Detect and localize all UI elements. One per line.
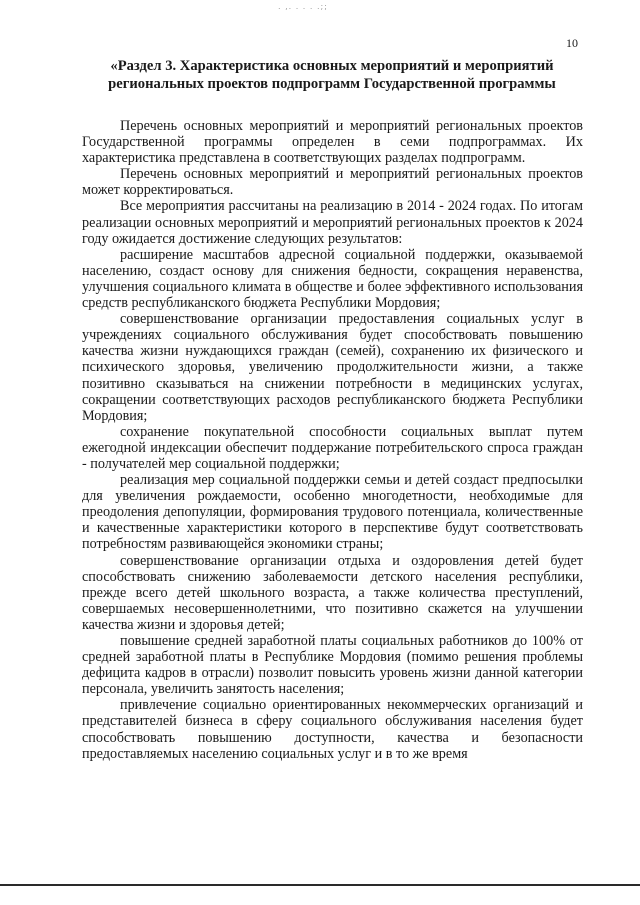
paragraph: совершенствование организации предоставления социальных услуг в учреждениях социального обслуживания будет способствовать повышению качества жизни нуждающихся граждан (семей), сохранению их физического и психического здоровья, увеличению продолжительности жизни, а также позитивно сказываться на снижении потребности в медицинских услугах, сокращении соответствующих расходов республиканского бюджета Республики Мордовия;	[82, 311, 583, 424]
paragraph: Перечень основных мероприятий и мероприятий региональных проектов может корректироваться.	[82, 166, 583, 199]
paragraph: Перечень основных мероприятий и мероприятий региональных проектов Государственной программы определен в семи подпрограммах. Их характеристика представлена в соответствующих разделах подпрограмм.	[82, 118, 583, 167]
paragraph: привлечение социально ориентированных некоммерческих организаций и представителей бизнеса в сферу социального обслуживания населения будет способствовать повышению доступности, качества и безопасности предоставляемых населению социальных услуг и в то же время	[82, 697, 583, 762]
scan-mark: . ,. . . . .;;	[278, 2, 328, 11]
paragraph: реализация мер социальной поддержки семьи и детей создаст предпосылки для увеличения рождаемости, особенно многодетности, необходимые для преодоления депопуляции, формирования трудового потенциала, количественные и качественные характеристики которого в перспективе будут соответствовать потребностям развивающейся экономики страны;	[82, 472, 583, 553]
scan-bottom-edge	[0, 884, 640, 886]
paragraph: сохранение покупательной способности социальных выплат путем ежегодной индексации обеспечит поддержание потребительского спроса граждан - получателей мер социальной поддержки;	[82, 423, 583, 472]
paragraph: расширение масштабов адресной социальной поддержки, оказываемой населению, создаст основу для снижения бедности, сокращения неравенства, улучшения социального климата в обществе и более эффективного использования средств республиканского бюджета Республики Мордовия;	[82, 246, 583, 312]
paragraph: повышение средней заработной платы социальных работников до 100% от средней заработной платы в Республике Мордовия (помимо решения проблемы дефицита кадров в отрасли) позволит повысить уровень жизни данной категории персонала, увеличить занятость населения;	[82, 633, 583, 698]
document-body	[82, 118, 583, 762]
paragraph: Все мероприятия рассчитаны на реализацию в 2014 - 2024 годах. По итогам реализации основных мероприятий и мероприятий региональных проектов к 2024 году ожидается достижение следующих результатов:	[82, 198, 583, 247]
page-number: 10	[566, 36, 578, 50]
section-heading: «Раздел 3. Характеристика основных мероприятий и мероприятий региональных проектов подпрограмм Государственной программы	[108, 58, 556, 92]
paragraph: совершенствование организации отдыха и оздоровления детей будет способствовать снижению заболеваемости детского населения республики, прежде всего детей школьного возраста, а также количества преступлений, совершаемых несовершеннолетними, что позитивно скажется на улучшении качества жизни и здоровья детей;	[82, 552, 583, 633]
